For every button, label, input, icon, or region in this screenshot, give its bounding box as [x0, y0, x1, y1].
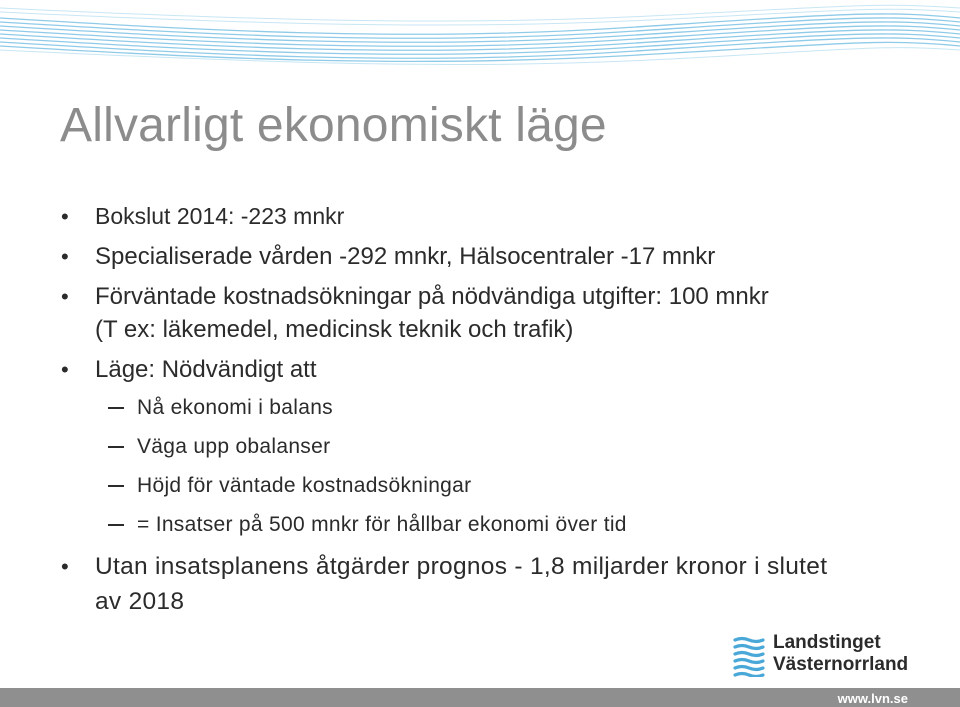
- bullet-dot-icon: •: [61, 357, 69, 382]
- logo-text: [773, 632, 908, 676]
- bullet-text: Bokslut 2014: -223 mnkr: [95, 203, 345, 229]
- bullet-text: Läge: Nödvändigt att: [95, 356, 317, 383]
- sub-bullet-item: [58, 471, 918, 500]
- sub-bullet-text: Höjd för väntade kostnadsökningar: [137, 474, 472, 497]
- bullet-item: [58, 353, 918, 386]
- sub-bullet-item: [58, 432, 918, 461]
- wave-logo-icon: [733, 635, 765, 677]
- bullet-item: [58, 549, 918, 619]
- bullet-dot-icon: •: [61, 244, 69, 269]
- sub-bullet-item: [58, 393, 918, 422]
- organization-logo: [733, 632, 923, 682]
- bullet-item: [58, 200, 918, 233]
- dash-icon: [108, 524, 124, 526]
- dash-icon: [108, 446, 124, 448]
- bullet-dot-icon: •: [61, 284, 69, 309]
- bullet-text: Specialiserade vården -292 mnkr, Hälsocentraler -17 mnkr: [95, 243, 716, 270]
- bullet-text-continued: av 2018: [95, 588, 185, 615]
- bullet-item: [58, 280, 918, 346]
- bullet-list: [58, 200, 918, 626]
- bullet-text: Utan insatsplanens åtgärder prognos - 1,8 miljarder kronor i slutet: [95, 553, 828, 580]
- header-waves-decoration: [0, 0, 960, 70]
- logo-line-1: Landstinget: [773, 632, 881, 653]
- bullet-dot-icon: •: [61, 204, 69, 229]
- dash-icon: [108, 485, 124, 487]
- bullet-text-continued: (T ex: läkemedel, medicinsk teknik och trafik): [95, 316, 574, 343]
- dash-icon: [108, 407, 124, 409]
- sub-bullet-text: = Insatser på 500 mnkr för hållbar ekonomi över tid: [137, 513, 627, 536]
- footer-url: www.lvn.se: [837, 691, 908, 706]
- sub-bullet-text: Nå ekonomi i balans: [137, 396, 333, 419]
- logo-line-2: Västernorrland: [773, 654, 909, 675]
- sub-bullet-text: Väga upp obalanser: [137, 435, 331, 458]
- bullet-item: [58, 240, 918, 273]
- slide-title: Allvarligt ekonomiskt läge: [60, 99, 607, 152]
- bullet-dot-icon: •: [61, 554, 70, 579]
- sub-bullet-item: [58, 510, 918, 539]
- footer-bar: [0, 688, 960, 707]
- bullet-text: Förväntade kostnadsökningar på nödvändiga utgifter: 100 mnkr: [95, 283, 769, 310]
